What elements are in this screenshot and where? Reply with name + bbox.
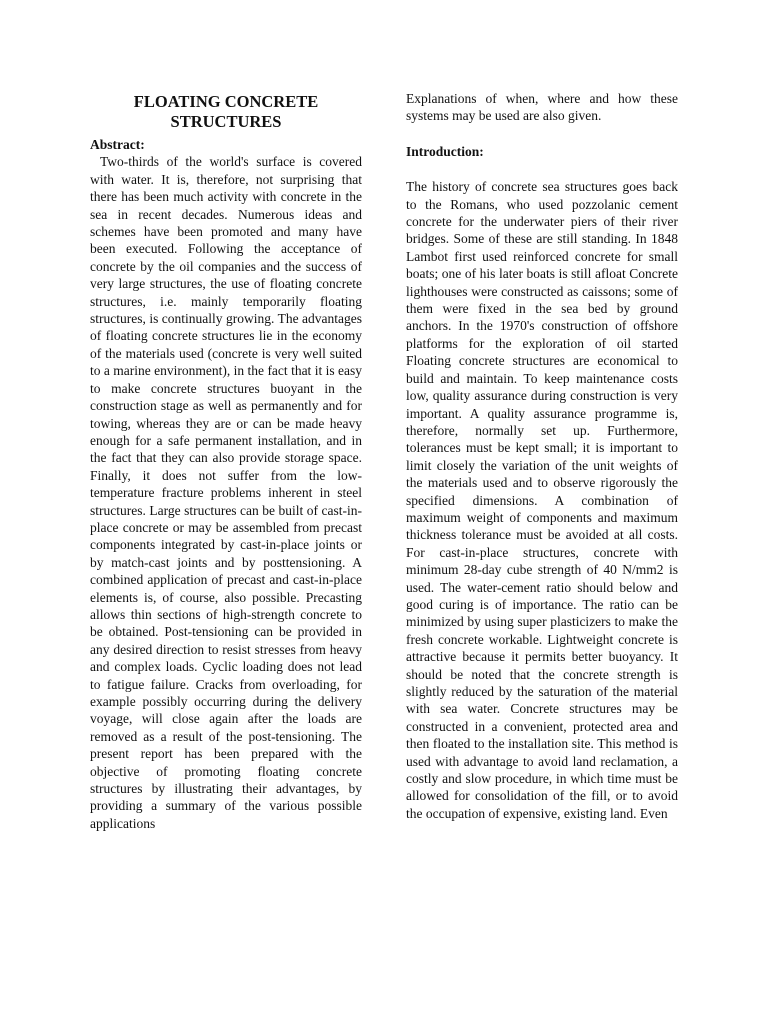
- paper-title: FLOATING CONCRETE STRUCTURES: [133, 92, 319, 131]
- abstract-paragraph: Two-thirds of the world's surface is covered with water. It is, therefore, not surprising that there has been much activity with concrete in the sea in recent decades. Numerous ideas and schemes have been promoted and many have been executed. Following the acceptance of concrete by the oil companies and the success of very large structures, the use of floating concrete structures, i.e. mainly temporarily floating structures, is continually growing. The advantages of floating concrete structures lie in the economy of the materials used (concrete is very well suited to a marine environment), in the fact that it is easy to make concrete structures buoyant in the construction stage as well as permanently and for towing, whereas they are or can be made heavy enough for a safe permanent installation, and in the fact that they can also provide storage space. Finally, it does not suffer from the low-temperature fracture problems inherent in steel structures. Large structures can be built of cast-in-place concrete or may be assembled from precast components integrated by cast-in-place joints or by match-cast joints and by posttensioning. A combined application of precast and cast-in-place elements is, of course, also possible. Precasting allows thin sections of high-strength concrete to be obtained. Post-tensioning can be provided in any desired direction to resist stresses from heavy and complex loads. Cyclic loading does not lead to fatigue failure. Cracks from overloading, for example possibly occurring during the delivery voyage, will close again after the loads are removed as a result of the post-tensioning. The present report has been prepared with the objective of promoting floating concrete structures by illustrating their advantages, by providing a summary of the various possible applications: [90, 154, 362, 831]
- left-column: [90, 88, 362, 832]
- section-spacer: [406, 160, 678, 178]
- section-spacer: [406, 125, 678, 143]
- abstract-continuation: Explanations of when, where and how these systems may be used are also given.: [406, 91, 678, 124]
- right-column: [406, 90, 678, 822]
- introduction-heading: Introduction:: [406, 143, 484, 159]
- introduction-paragraph: The history of concrete sea structures goes back to the Romans, who used pozzolanic cement concrete for the underwater piers of their river bridges. Some of these are still standing. In 1848 Lambot first used reinforced concrete for small boats; one of his later boats is still afloat Concrete lighthouses were constructed as caissons; some of them were fixed in the sea bed by ground anchors. In the 1970's construction of offshore platforms for the exploration of oil started Floating concrete structures are economical to build and maintain. To keep maintenance costs low, quality assurance during construction is very important. A quality assurance programme is, therefore, normally set up. Furthermore, tolerances must be kept small; it is important to limit closely the variation of the unit weights of the materials used and to observe rigorously the specified dimensions. A combination of maximum weight of components and maximum thickness tolerance must be avoided at all costs. For cast-in-place structures, concrete with minimum 28-day cube strength of 40 N/mm2 is used. The water-cement ratio should below and good curing is of importance. The ratio can be minimized by using super plasticizers to make the fresh concrete workable. Lightweight concrete is attractive because it permits better buoyancy. It should be noted that the concrete strength is slightly reduced by the saturation of the material with sea water. Concrete structures may be constructed in a convenient, protected area and then floated to the installation site. This method is used with advantage to avoid land reclamation, a costly and slow procedure, in which time must be allowed for consolidation of the fill, or to avoid the occupation of expensive, existing land. Even: [406, 179, 678, 821]
- abstract-heading: Abstract:: [90, 137, 145, 152]
